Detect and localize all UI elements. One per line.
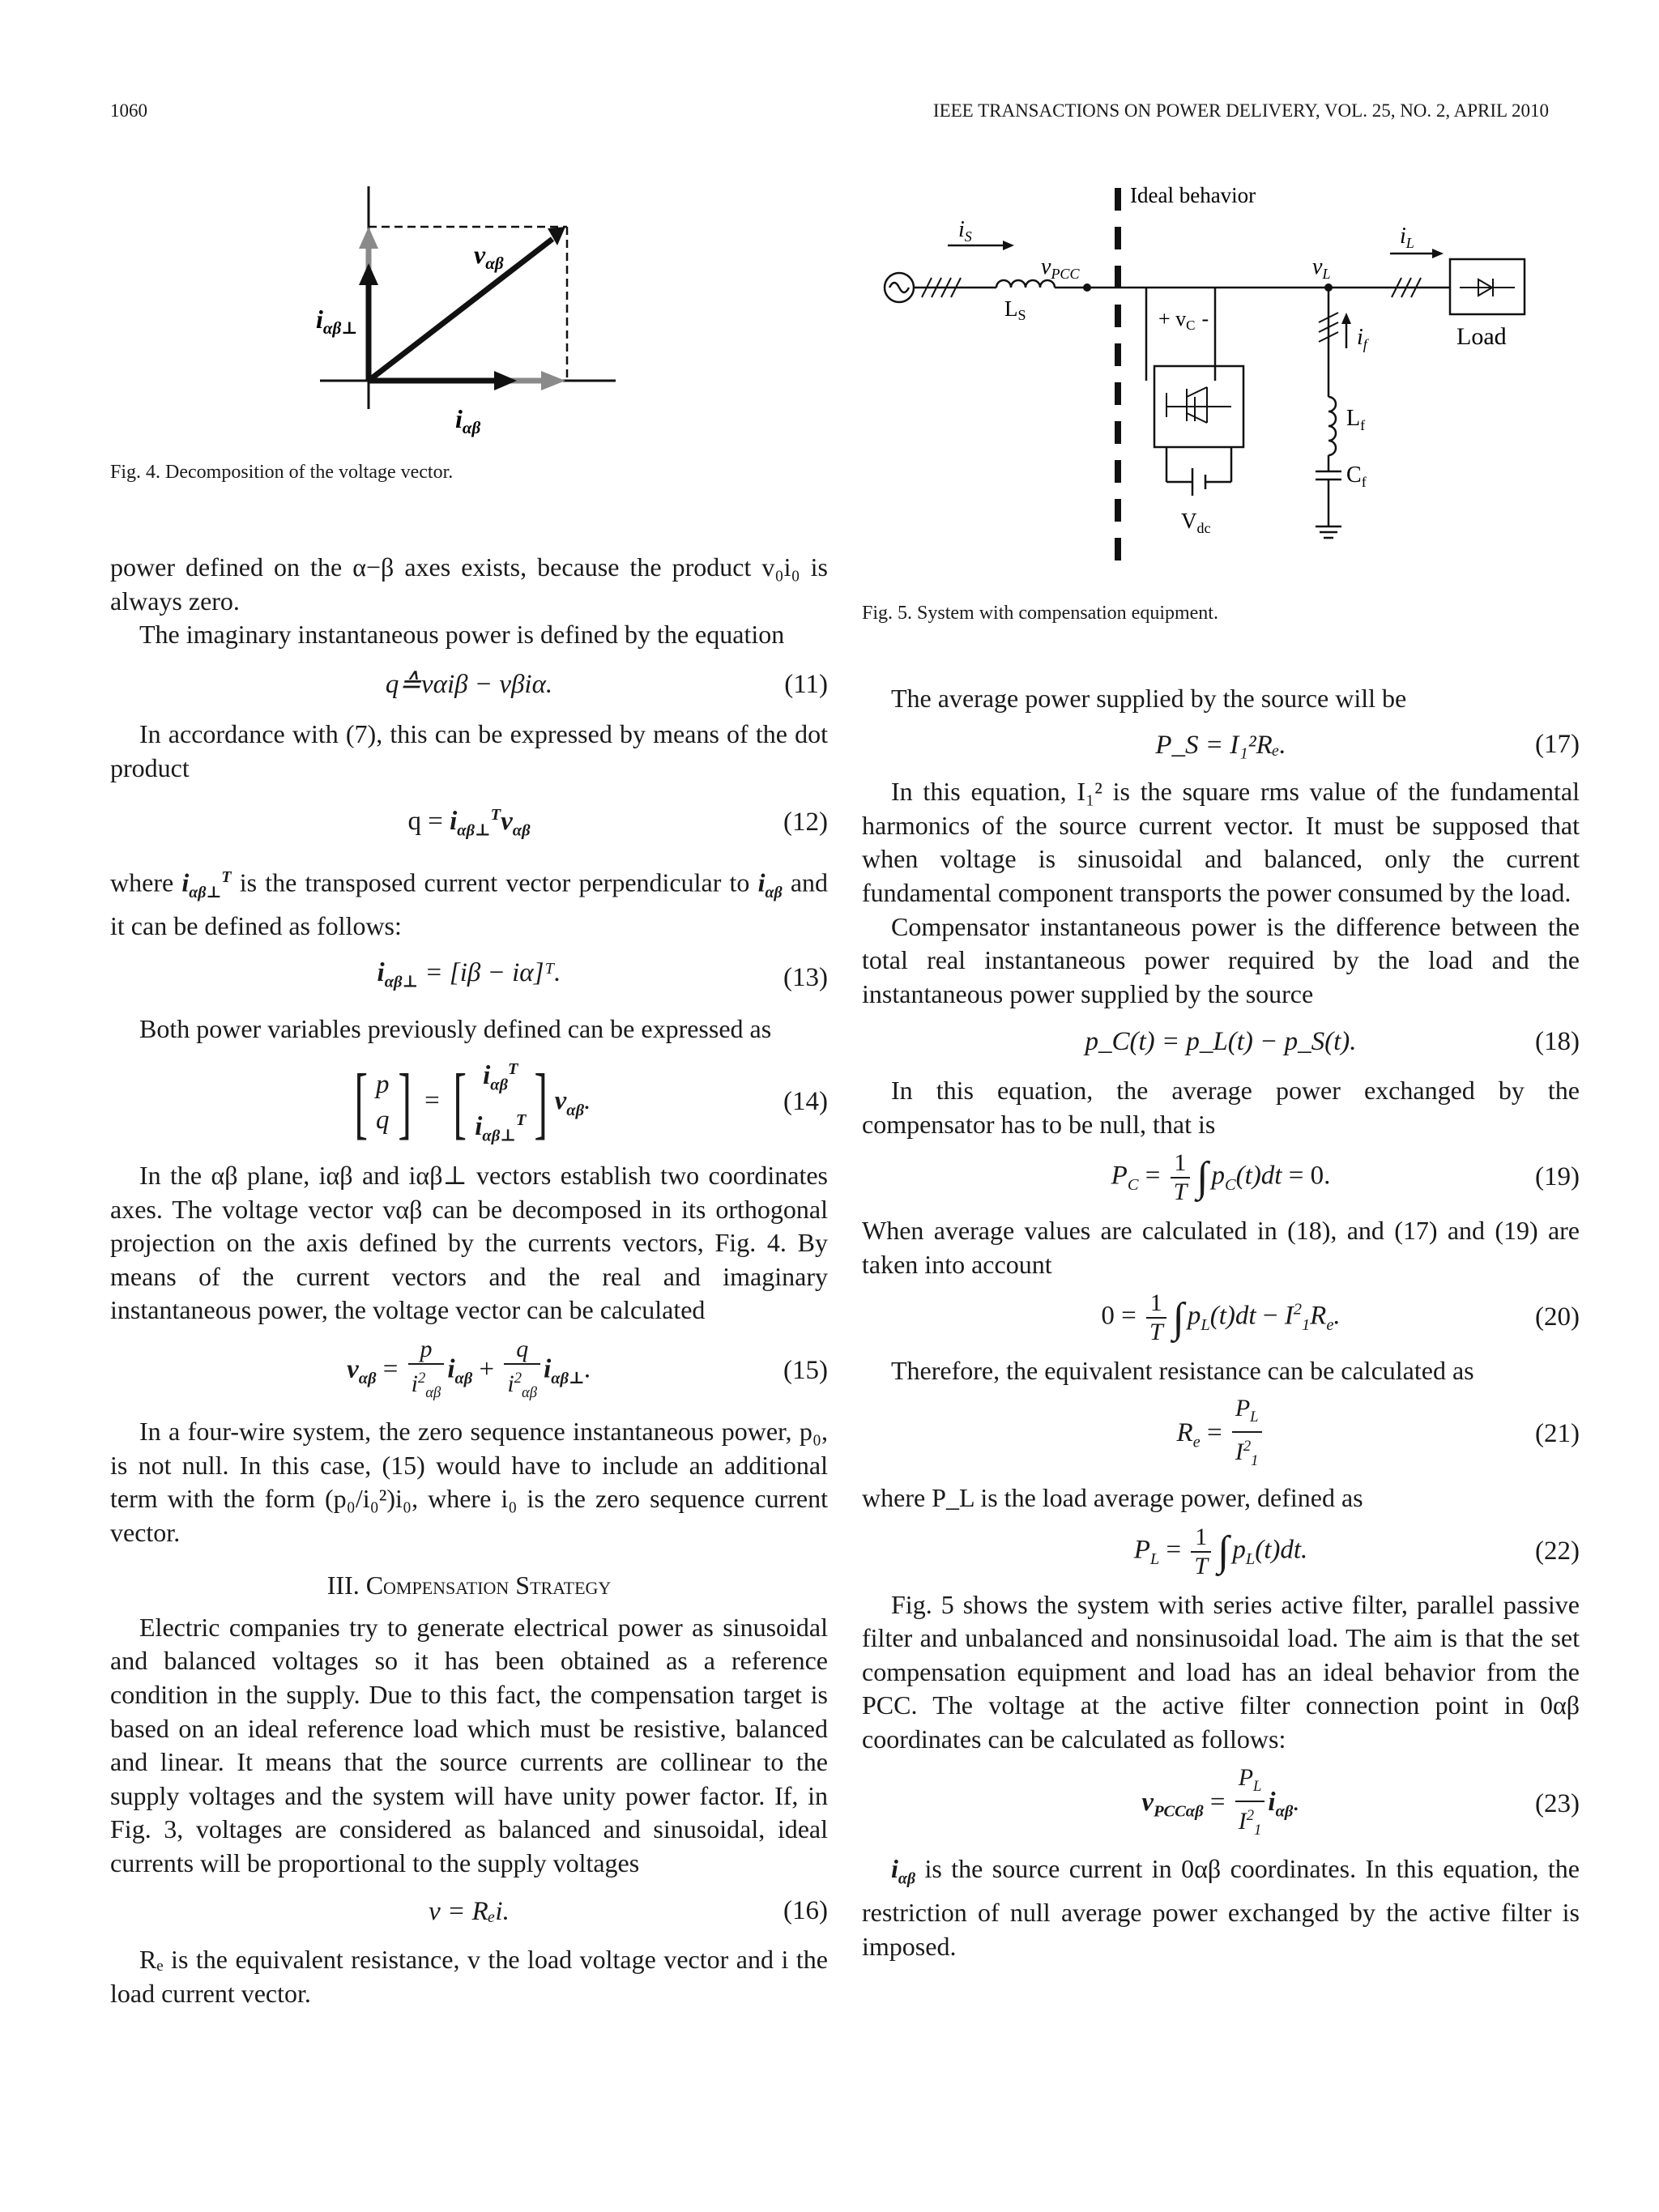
equation-21: $R_e$ = $\frac{P_L}{I^2_1}$ (21): [1176, 1394, 1580, 1469]
is-label: $i_S$: [958, 217, 972, 245]
right-para-7: where P_L is the load average power, defined as: [862, 1482, 1363, 1512]
equation-12: $q = i_{\alpha\beta\perp}^Tv_{\alpha\beta}$ (12): [407, 805, 828, 840]
if-label: $i_f$: [1357, 325, 1367, 352]
fig4-label-i: $i_{\alpha\beta}$: [455, 404, 481, 437]
right-para-4: In this equation, the average power exchanged by the compensator has to be null, that is: [862, 1075, 1580, 1139]
fig4-caption: Fig. 4. Decomposition of the voltage vector.: [110, 462, 454, 483]
right-para-1: The average power supplied by the source will be: [891, 684, 1407, 713]
ideal-behavior-label: Ideal behavior: [1130, 183, 1256, 207]
figure-5: [875, 178, 1572, 567]
equation-20: 0 = $\frac{1}{T}$ ∫ $p_L(t)dt - I^2_1R_e$. (20): [1101, 1289, 1580, 1346]
cf-label: $C_f$: [1346, 462, 1367, 490]
left-para-8: Electric companies try to generate electrical power as sinusoidal and balanced voltages so it has been obtained as a reference condition in the supply. Due to this fact, the compensation target is based on an ideal reference load which must be resistive, balanced and linear. It means that the source currents are collinear to the supply voltages and the system will have unity power factor. If, in Fig. 3, voltages are considered as balanced and sinusoidal, ideal currents will be proportional to the supply voltages: [110, 1612, 828, 1878]
vl-label: $v_L$: [1312, 254, 1331, 282]
running-header: IEEE TRANSACTIONS ON POWER DELIVERY, VOL. 25, NO. 2, APRIL 2010: [932, 100, 1549, 121]
equation-15: $v_{\alpha\beta}$ = $\frac{p}{i^2_{\alpha\beta}}$ $i_{\alpha\beta}$ + $\frac{q}{i^2_{\alpha\beta}}$ $i_{\alpha\beta\perp}$. (15): [347, 1335, 828, 1401]
right-para-2: In this equation, I₁² is the square rms value of the fundamental harmonics of the source current vector. It must be supposed that when voltage is sinusoidal and balanced, only the current fundamental component transports the power consumed by the load.: [862, 777, 1580, 907]
equation-14: [ p q ] = [ $i_{\alpha\beta}^T$ $i_{\alpha\beta\perp}^T$ ] $v_{\alpha\beta}$. (14): [354, 1057, 828, 1148]
fig5-caption: Fig. 5. System with compensation equipment.: [862, 603, 1218, 624]
equation-18: p_C(t) = p_L(t) − p_S(t). (18): [1085, 1027, 1580, 1057]
ls-label: LS: [1004, 296, 1026, 323]
il-label: $i_L$: [1400, 224, 1414, 251]
vdc-label: $V_{dc}$: [1181, 509, 1211, 536]
lf-label: $L_f$: [1346, 406, 1366, 433]
fig4-label-v: $v_{\alpha\beta}$: [474, 240, 504, 273]
equation-16: v = Rₑi. (16): [429, 1896, 828, 1926]
equation-11: q≙vαiβ − vβiα. (11): [385, 669, 828, 699]
right-para-3: Compensator instantaneous power is the difference between the total real instantaneous power required by the load and the instantaneous power supplied by the source: [862, 911, 1580, 1008]
right-para-5: When average values are calculated in (18), and (17) and (19) are taken into account: [862, 1216, 1580, 1279]
left-para-9: Rₑ is the equivalent resistance, v the load voltage vector and i the load current vector.: [110, 1945, 828, 2008]
figure-4: [308, 182, 632, 445]
left-para-4: where $i_{\alpha\beta\perp}^T$ is the transposed current vector perpendicular to $i_{\alpha\beta}$ and it can be defined as follows:: [110, 867, 829, 941]
left-para-7: In a four-wire system, the zero sequence instantaneous power, p₀, is not null. In this case, (15) would have to include an additional term with the form (p₀/i₀²)i₀, where i₀ is the zero sequence current vector.: [110, 1416, 828, 1547]
fig4-label-i-perp: $i_{\alpha\beta\perp}$: [316, 305, 358, 338]
right-para-6: Therefore, the equivalent resistance can be calculated as: [891, 1356, 1474, 1386]
left-para-3: In accordance with (7), this can be expressed by means of the dot product: [110, 719, 828, 782]
vc-label: + vC -: [1158, 307, 1209, 333]
load-label: Load: [1456, 323, 1507, 350]
left-para-2: The imaginary instantaneous power is defined by the equation: [139, 620, 785, 650]
left-column: [110, 551, 828, 2010]
right-para-9: $i_{\alpha\beta}$ is the source current in 0αβ coordinates. In this equation, the restriction of null average power exchanged by the active filter is imposed.: [862, 1854, 1580, 1962]
equation-17: P_S = I₁²Rₑ. (17): [1155, 730, 1580, 760]
equation-22: $P_L$ = $\frac{1}{T}$ ∫ $p_L(t)dt$. (22): [1133, 1523, 1580, 1579]
equation-13: $i_{\alpha\beta\perp} = [i\beta$ − iα]ᵀ. (13): [377, 957, 828, 992]
equation-19: $P_C$ = $\frac{1}{T}$ ∫ $p_C(t)dt = 0$. (19): [1111, 1149, 1580, 1206]
section-heading: III. Compensation Strategy: [326, 1571, 612, 1600]
left-para-5: Both power variables previously defined can be expressed as: [139, 1014, 772, 1044]
equation-23: $v_{PCC\alpha\beta}$ = $\frac{P_L}{I^2_1}$ $i_{\alpha\beta}$. (23): [1141, 1764, 1580, 1839]
page-number: 1060: [110, 100, 147, 121]
vpcc-label: $v_{PCC}$: [1041, 254, 1080, 282]
right-para-8: Fig. 5 shows the system with series active filter, parallel passive filter and unbalanced and nonsinusoidal load. The aim is that the set compensation equipment and load has an ideal behavior from the PCC. The voltage at the active filter connection point in 0αβ coordinates can be calculated as follows:: [862, 1589, 1580, 1754]
left-para-1: power defined on the α−β axes exists, because the product v₀i₀ is always zero.: [110, 552, 828, 616]
left-para-6: In the αβ plane, iαβ and iαβ⊥ vectors establish two coordinates axes. The voltage vector vαβ can be decomposed in its orthogonal projection on the axis defined by the currents vectors, Fig. 4. By means of the current vectors and the real and imaginary instantaneous power, the voltage vector can be calculated: [110, 1160, 828, 1325]
right-column: [862, 682, 1580, 1964]
